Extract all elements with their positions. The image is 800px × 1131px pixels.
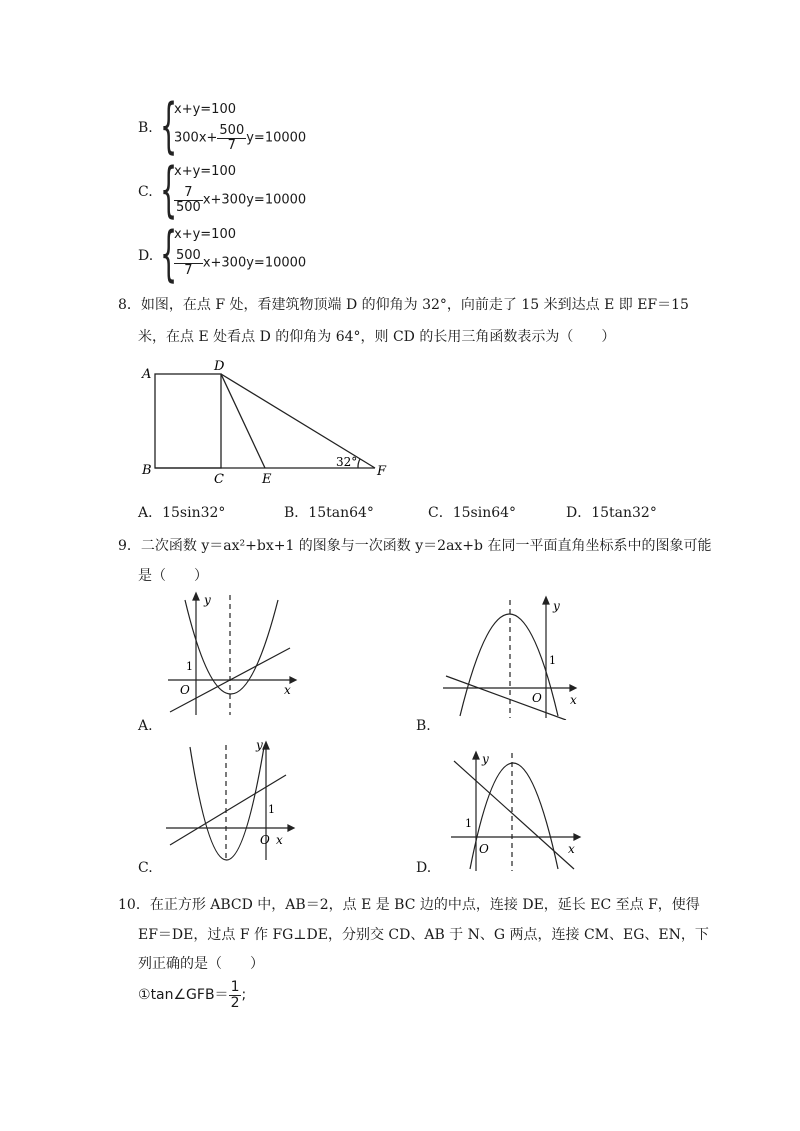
q9-option-d-letter: D. (416, 860, 432, 876)
line-df (221, 374, 375, 468)
building-rect (155, 374, 221, 468)
angle-arc (358, 459, 360, 468)
x-label: x (276, 833, 283, 847)
q9-graph-a (160, 590, 310, 720)
y-arrow (543, 597, 549, 604)
option-letter: B. (138, 120, 153, 136)
angle-label: 32° (336, 455, 358, 469)
label-d: D (214, 359, 225, 374)
fraction: $\frac{1}{2}$ (230, 979, 240, 1011)
parabola (190, 747, 264, 860)
equation-line1: x+y=100 (174, 227, 236, 242)
y-arrow (473, 752, 479, 759)
y-label: y (553, 599, 560, 613)
q9-graph-b (438, 590, 588, 720)
fraction: $\frac{500}{7}$ (219, 123, 245, 153)
q9-graph-c (160, 735, 310, 865)
q10-statement-1: ①tan∠GFB＝ $\frac{1}{2}$ ; (138, 979, 247, 1011)
option-letter: C. (138, 184, 153, 200)
q10-stem-line1: 10．在正方形 ABCD 中，AB＝2，点 E 是 BC 边的中点，连接 DE，延长 EC 至点 F，使得 (118, 897, 700, 913)
label-b: B (142, 463, 152, 478)
y-label: y (204, 593, 211, 607)
one-label: 1 (186, 660, 193, 673)
x-label: x (568, 842, 575, 856)
origin-label: O (479, 842, 489, 856)
x-arrow (290, 677, 296, 683)
q9-graph-d (446, 745, 596, 875)
circled-number: ① (138, 987, 151, 1004)
parabola (460, 614, 558, 716)
equation-line2: 300x+ $\frac{500}{7}$ y=10000 (174, 123, 307, 153)
x-label: x (284, 683, 291, 697)
choice-d: D．15tan32° (566, 505, 657, 521)
one-label: 1 (465, 817, 472, 830)
origin-label: O (532, 691, 542, 705)
q9-option-c-letter: C. (138, 860, 153, 876)
label-e: E (262, 472, 272, 487)
line (454, 761, 574, 869)
q8-stem-line2: 米，在点 E 处看点 D 的仰角为 64°，则 CD 的长用三角函数表示为（ ） (138, 329, 616, 345)
q9-option-b-letter: B. (416, 718, 431, 734)
equation-line1: x+y=100 (174, 102, 236, 117)
brace: { (160, 91, 178, 161)
q8-figure (130, 358, 400, 488)
x-label: x (570, 693, 577, 707)
option-letter: D. (138, 248, 154, 264)
choice-c: C．15sin64° (428, 505, 517, 521)
x-arrow (288, 825, 294, 831)
q10-stem-line2: EF＝DE，过点 F 作 FG⊥DE，分别交 CD、AB 于 N、G 两点，连接 CM、EG、EN，下 (138, 927, 709, 943)
one-label: 1 (268, 803, 275, 816)
fraction: $\frac{500}{7}$ (176, 248, 201, 278)
q9-option-a-letter: A. (138, 718, 153, 734)
statement-text: tan∠GFB＝ (150, 987, 229, 1004)
equation-line1: x+y=100 (174, 164, 236, 179)
q10-stem-line3: 列正确的是（ ） (138, 956, 264, 972)
x-arrow (570, 685, 576, 691)
y-arrow (193, 593, 199, 600)
brace: { (160, 155, 178, 225)
y-label: y (482, 752, 489, 766)
origin-label: O (260, 833, 270, 847)
equation-line2: $\frac{7}{500}$ x+300y=10000 (176, 185, 307, 215)
choice-b: B．15tan64° (284, 505, 374, 521)
label-a: A (142, 367, 152, 382)
q9-stem-line1: 9．二次函数 y＝ax²+bx+1 的图象与一次函数 y＝2ax+b 在同一平面直角坐标系中的图象可能 (118, 538, 712, 554)
brace: { (160, 219, 178, 289)
label-f: F (377, 464, 387, 479)
label-c: C (214, 472, 224, 487)
line (446, 676, 566, 720)
origin-label: O (180, 683, 190, 697)
q9-stem-line2: 是（ ） (138, 568, 208, 584)
one-label: 1 (549, 654, 556, 667)
choice-a: A．15sin32° (138, 505, 226, 521)
y-label: y (256, 738, 263, 752)
equation-line2: $\frac{500}{7}$ x+300y=10000 (176, 248, 307, 278)
fraction: $\frac{7}{500}$ (176, 185, 201, 215)
x-arrow (574, 834, 580, 840)
q8-stem-line1: 8．如图，在点 F 处，看建筑物顶端 D 的仰角为 32°，向前走了 15 米到达点 E 即 EF＝15 (118, 297, 689, 313)
